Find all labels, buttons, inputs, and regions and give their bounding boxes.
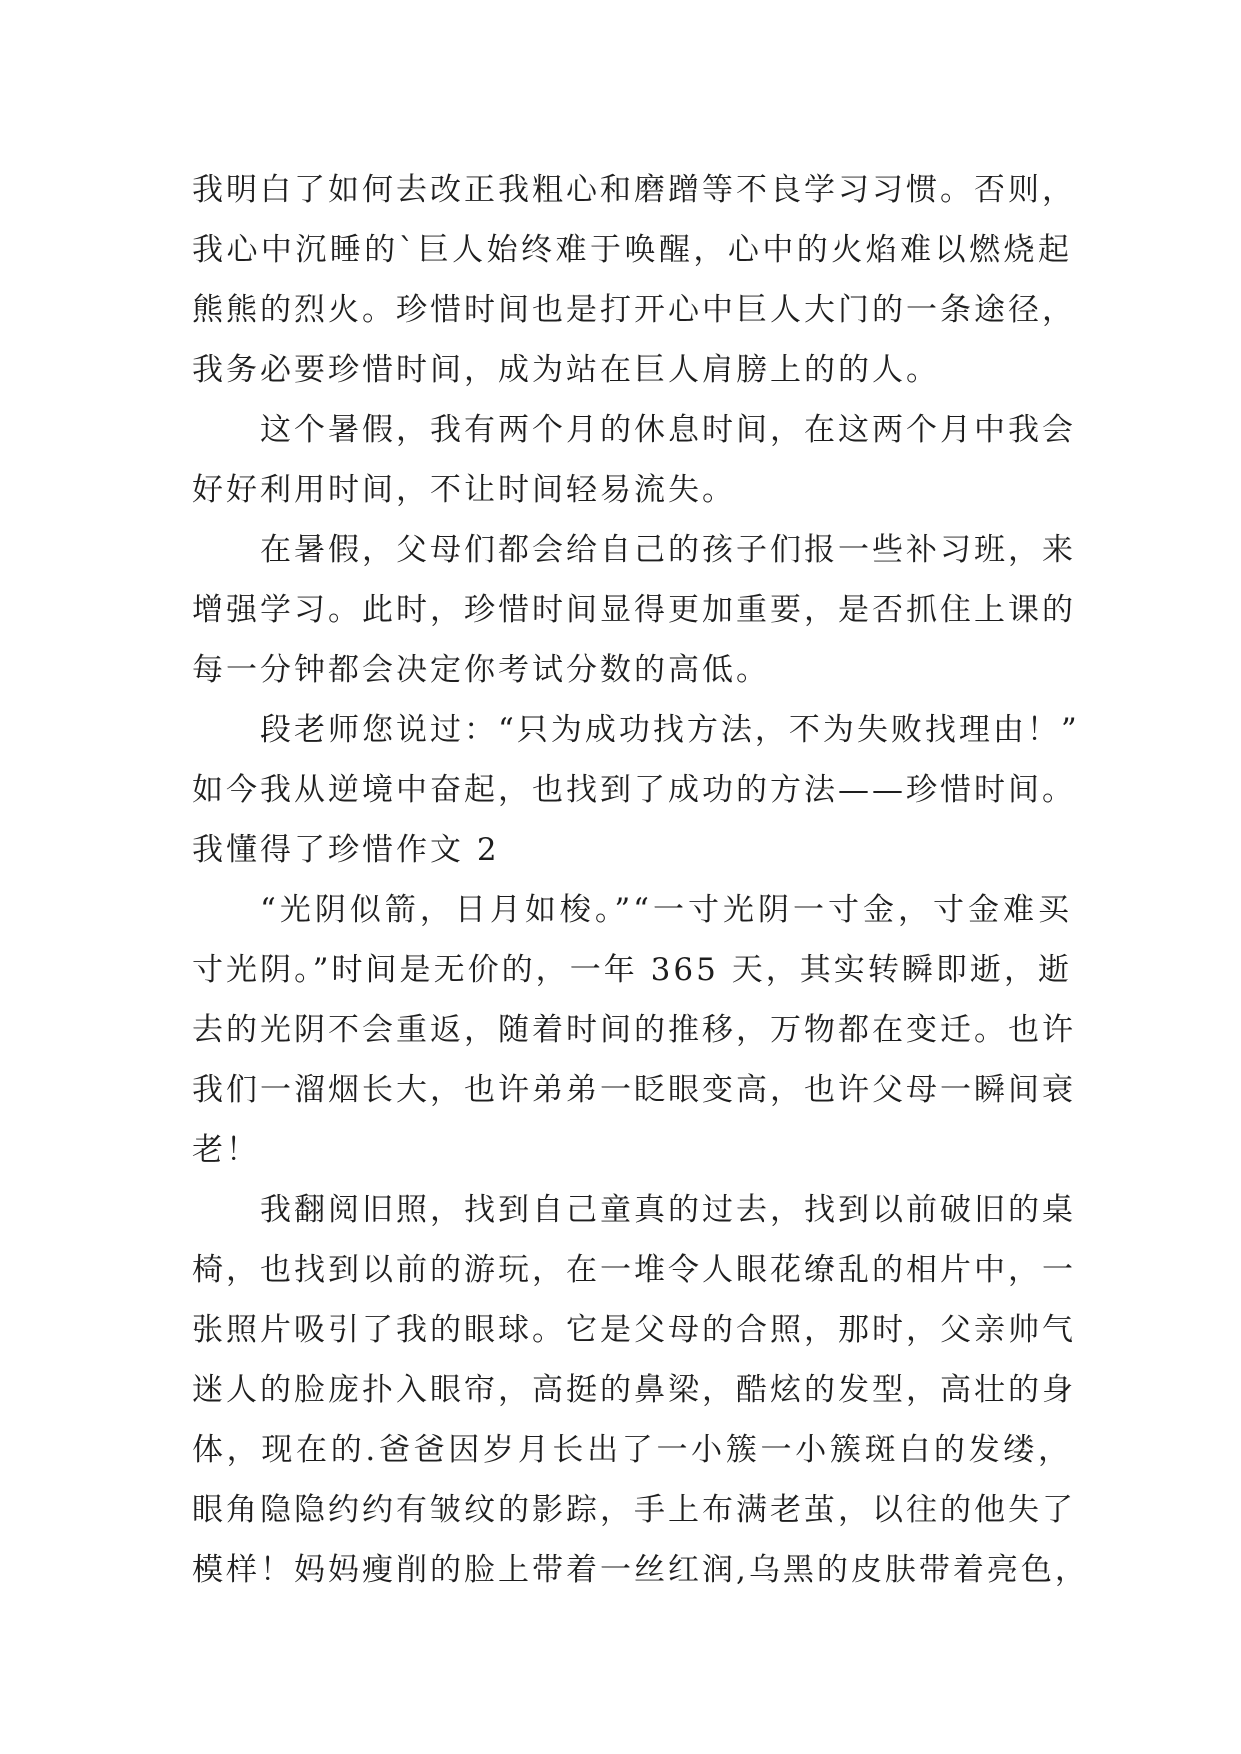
- text-line: 在暑假，父母们都会给自己的孩子们报一些补习班，来: [260, 532, 1076, 568]
- text-line: 我务必要珍惜时间，成为站在巨人肩膀上的的人。: [192, 352, 940, 388]
- text-line: 如今我从逆境中奋起，也找到了成功的方法——珍惜时间。: [192, 772, 1076, 808]
- text-line: 我翻阅旧照，找到自己童真的过去，找到以前破旧的桌: [260, 1192, 1076, 1228]
- text-line: 椅，也找到以前的游玩，在一堆令人眼花缭乱的相片中，一: [192, 1252, 1076, 1288]
- text-line: 眼角隐隐约约有皱纹的影踪，手上布满老茧，以往的他失了: [192, 1492, 1076, 1528]
- essay-body: [192, 160, 1089, 1600]
- text-line: 每一分钟都会决定你考试分数的高低。: [192, 652, 770, 688]
- text-line: 好好利用时间，不让时间轻易流失。: [192, 472, 736, 508]
- text-line: 段老师您说过：“只为成功找方法，不为失败找理由！”: [260, 712, 1080, 748]
- text-line: 熊熊的烈火。珍惜时间也是打开心中巨人大门的一条途径，: [192, 292, 1076, 328]
- text-line: 我明白了如何去改正我粗心和磨蹭等不良学习习惯。否则，: [192, 172, 1076, 208]
- text-line: 张照片吸引了我的眼球。它是父母的合照，那时，父亲帅气: [192, 1312, 1076, 1348]
- text-line: 我心中沉睡的`巨人始终难于唤醒，心中的火焰难以燃烧起: [192, 232, 1072, 268]
- text-line: 模样！妈妈瘦削的脸上带着一丝红润,乌黑的皮肤带着亮色，: [192, 1552, 1089, 1588]
- text-line: “光阴似箭，日月如梭。”“一寸光阴一寸金，寸金难买: [260, 892, 1072, 928]
- text-line: 体，现在的.爸爸因岁月长出了一小簇一小簇斑白的发缕，: [192, 1432, 1072, 1468]
- text-line: 老！: [192, 1132, 260, 1168]
- text-line: 我懂得了珍惜作文 2: [192, 832, 500, 868]
- text-line: 我们一溜烟长大，也许弟弟一眨眼变高，也许父母一瞬间衰: [192, 1072, 1076, 1108]
- text-line: 去的光阴不会重返，随着时间的推移，万物都在变迁。也许: [192, 1012, 1076, 1048]
- text-line: 增强学习。此时，珍惜时间显得更加重要，是否抓住上课的: [192, 592, 1076, 628]
- text-line: 迷人的脸庞扑入眼帘，高挺的鼻梁，酷炫的发型，高壮的身: [192, 1372, 1076, 1408]
- text-line: 这个暑假，我有两个月的休息时间，在这两个月中我会: [260, 412, 1076, 448]
- text-line: 寸光阴。”时间是无价的，一年 365 天，其实转瞬即逝，逝: [192, 952, 1072, 988]
